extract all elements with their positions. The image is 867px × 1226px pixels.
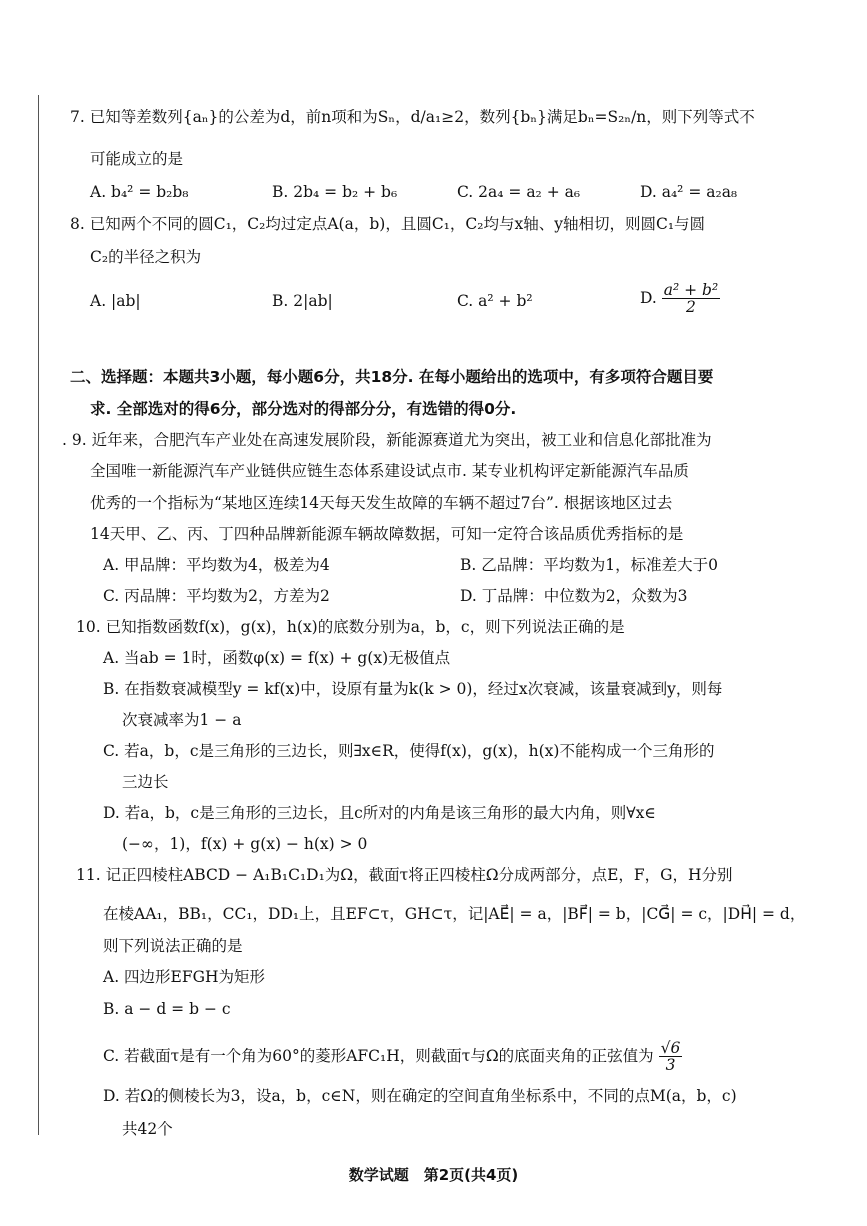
q8-option-d-fraction bbox=[662, 282, 720, 316]
q9-stem-line3: 优秀的一个指标为“某地区连续14天每天发生故障的车辆不超过7台”. 根据该地区过去 bbox=[90, 494, 673, 512]
q10-option-c-line1: C. 若a，b，c是三角形的三边长，则∃x∈R，使得f(x)，g(x)，h(x)不能构成一个三角形的 bbox=[103, 742, 715, 760]
q8-option-d-numerator: a² + b² bbox=[663, 281, 719, 299]
q11-option-d-line1: D. 若Ω的侧棱长为3，设a，b，c∈N，则在确定的空间直角坐标系中，不同的点M(a，b，c) bbox=[103, 1087, 737, 1105]
q7-stem-line1: 7. 已知等差数列{aₙ}的公差为d，前n项和为Sₙ，d/a₁≥2，数列{bₙ}满足bₙ=S₂ₙ/n，则下列等式不 bbox=[70, 108, 755, 126]
q9-option-b: B. 乙品牌：平均数为1，标准差大于0 bbox=[460, 556, 718, 574]
q9-option-d: D. 丁品牌：中位数为2，众数为3 bbox=[460, 587, 688, 605]
q9-stem-line4: 14天甲、乙、丙、丁四种品牌新能源车辆故障数据，可知一定符合该品质优秀指标的是 bbox=[90, 525, 684, 543]
q11-option-c-text: C. 若截面τ是有一个角为60°的菱形AFC₁H，则截面τ与Ω的底面夹角的正弦值为 bbox=[103, 1046, 654, 1065]
q10-option-b-line2: 次衰减率为1 − a bbox=[122, 711, 242, 729]
q11-option-d-line2: 共42个 bbox=[122, 1120, 173, 1138]
q11-stem-line3: 则下列说法正确的是 bbox=[103, 937, 243, 955]
q10-option-a: A. 当ab = 1时，函数φ(x) = f(x) + g(x)无极值点 bbox=[103, 649, 451, 667]
q8-option-a: A. |ab| bbox=[90, 292, 141, 310]
q7-option-c: C. 2a₄ = a₂ + a₆ bbox=[457, 183, 581, 201]
q8-option-d-denominator: 2 bbox=[686, 298, 696, 317]
q9-stem-line2: 全国唯一新能源汽车产业链供应链生态体系建设试点市. 某专业机构评定新能源汽车品质 bbox=[90, 462, 689, 480]
binding-margin-line bbox=[38, 95, 39, 1135]
q7-option-b: B. 2b₄ = b₂ + b₆ bbox=[272, 183, 398, 201]
q11-stem-line2: 在棱AA₁，BB₁，CC₁，DD₁上，且EF⊂τ，GH⊂τ，记|AE⃗| = a，|BF⃗| = b，|CG⃗| = c，|DH⃗| = d， bbox=[103, 905, 806, 923]
q7-stem-line2: 可能成立的是 bbox=[90, 150, 184, 168]
q8-option-d bbox=[640, 282, 720, 316]
q10-option-b-line1: B. 在指数衰减模型y = kf(x)中，设原有量为k(k > 0)，经过x次衰减，该量衰减到y，则每 bbox=[103, 680, 723, 698]
q10-stem: 10. 已知指数函数f(x)，g(x)，h(x)的底数分别为a，b，c，则下列说法正确的是 bbox=[76, 618, 625, 636]
q9-option-c: C. 丙品牌：平均数为2，方差为2 bbox=[103, 587, 330, 605]
q8-stem-line1: 8. 已知两个不同的圆C₁，C₂均过定点A(a，b)，且圆C₁，C₂均与x轴、y轴相切，则圆C₁与圆 bbox=[70, 215, 706, 233]
q7-option-d: D. a₄² = a₂a₈ bbox=[640, 183, 738, 201]
q11-option-c-fraction bbox=[659, 1040, 683, 1074]
q11-option-c-denominator: 3 bbox=[665, 1056, 676, 1075]
q11-option-c bbox=[103, 1040, 682, 1074]
section2-heading-line2: 求. 全部选对的得6分，部分选对的得部分分，有选错的得0分. bbox=[90, 400, 517, 418]
q10-option-c-line2: 三边长 bbox=[122, 773, 169, 791]
q9-option-a: A. 甲品牌：平均数为4，极差为4 bbox=[103, 556, 330, 574]
q11-option-c-numerator: √6 bbox=[660, 1039, 681, 1057]
q8-stem-line2: C₂的半径之积为 bbox=[90, 248, 202, 266]
q7-option-a: A. b₄² = b₂b₈ bbox=[90, 183, 189, 201]
q8-option-c: C. a² + b² bbox=[457, 292, 533, 310]
section2-heading-line1: 二、选择题：本题共3小题，每小题6分，共18分. 在每小题给出的选项中，有多项符合题目要 bbox=[70, 368, 714, 386]
q11-stem-line1: 11. 记正四棱柱ABCD − A₁B₁C₁D₁为Ω，截面τ将正四棱柱Ω分成两部分，点E，F，G，H分别 bbox=[76, 866, 733, 884]
q8-option-d-label: D. bbox=[640, 288, 657, 307]
q9-stem-line1: . 9. 近年来，合肥汽车产业处在高速发展阶段，新能源赛道尤为突出，被工业和信息化部批准为 bbox=[62, 431, 712, 449]
q11-option-a: A. 四边形EFGH为矩形 bbox=[103, 968, 266, 986]
q10-option-d-line1: D. 若a，b，c是三角形的三边长，且c所对的内角是该三角形的最大内角，则∀x∈ bbox=[103, 804, 656, 822]
q10-option-d-line2: (−∞，1)，f(x) + g(x) − h(x) > 0 bbox=[122, 835, 368, 853]
q8-option-b: B. 2|ab| bbox=[272, 292, 333, 310]
page-footer: 数学试题 第2页(共4页) bbox=[348, 1166, 519, 1184]
q11-option-b: B. a − d = b − c bbox=[103, 1000, 231, 1018]
